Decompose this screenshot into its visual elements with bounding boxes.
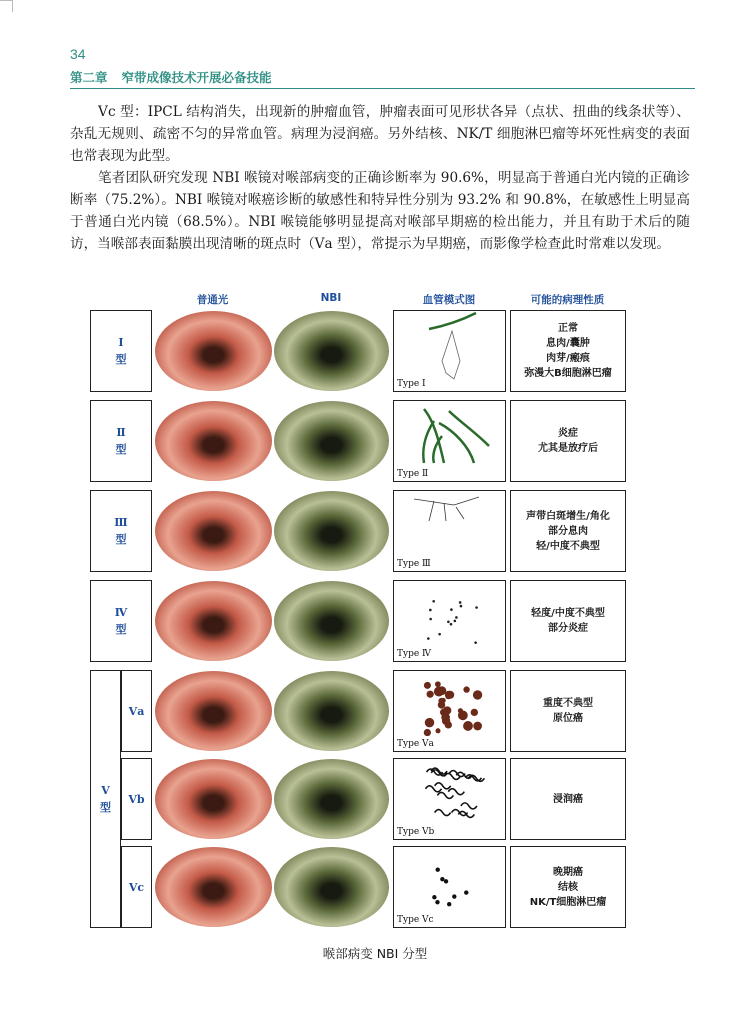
nbi-watermark: NBI bbox=[370, 403, 383, 411]
vessel-dot bbox=[475, 606, 478, 609]
pathology-text: 炎症 尤其是放疗后 bbox=[538, 428, 598, 454]
vessel-dot bbox=[432, 895, 436, 899]
type-label-vc: Ⅴc bbox=[121, 846, 152, 928]
diagram-type-label: Type Ⅲ bbox=[397, 559, 431, 569]
pathology-text: 重度不典型 原位癌 bbox=[543, 698, 593, 724]
vessel-dot bbox=[444, 879, 448, 883]
vessel-diagram bbox=[393, 490, 506, 572]
nbi-watermark: NBI bbox=[370, 313, 383, 321]
type-label-2: Ⅱ 型 bbox=[90, 400, 152, 482]
chapter-number: 第二章 bbox=[70, 70, 108, 85]
vessel-diagram bbox=[393, 400, 506, 482]
vessel-spot bbox=[424, 682, 431, 689]
pathology-cell bbox=[510, 758, 626, 840]
vessel-spot bbox=[425, 718, 434, 727]
type-label-3: Ⅲ 型 bbox=[90, 490, 152, 572]
vessel-diagram bbox=[393, 670, 506, 752]
vessel-spot bbox=[438, 698, 444, 704]
white-light-photo bbox=[155, 759, 272, 839]
vessel-dot bbox=[436, 868, 440, 872]
vessel-dot bbox=[427, 637, 430, 640]
vessel-branch bbox=[449, 411, 489, 446]
vessel-dot bbox=[474, 641, 477, 644]
tortuous-vessel bbox=[435, 783, 451, 789]
vessel-line bbox=[429, 501, 434, 521]
pathology-text: 晚期癌 结核 NK/T细胞淋巴瘤 bbox=[529, 866, 607, 908]
tortuous-vessel bbox=[448, 789, 464, 795]
header-rule bbox=[70, 88, 695, 89]
type-label-1: Ⅰ 型 bbox=[90, 310, 152, 392]
vessel-spot bbox=[445, 721, 452, 728]
vessel-spot bbox=[473, 722, 482, 731]
vessel-dot bbox=[452, 894, 456, 898]
tortuous-vessel bbox=[426, 786, 442, 792]
page-number: 34 bbox=[70, 46, 86, 62]
chapter-title: 窄带成像技术开展必备技能 bbox=[121, 70, 272, 85]
nbi-photo bbox=[274, 581, 389, 661]
vessel-dot bbox=[429, 609, 432, 612]
pathology-text: 轻度/中度不典型 部分炎症 bbox=[531, 608, 605, 634]
vessel-diagram bbox=[393, 580, 506, 662]
pathology-text: 正常 息肉/囊肿 肉芽/瘢痕 弥漫大B细胞淋巴瘤 bbox=[524, 323, 612, 379]
vessel-spot bbox=[463, 721, 473, 731]
vessel-line bbox=[444, 503, 446, 521]
vessel-spot bbox=[437, 686, 446, 695]
tortuous-vessel bbox=[435, 810, 451, 816]
header-pathology: 可能的病理性质 bbox=[530, 294, 605, 306]
white-light-photo bbox=[155, 581, 272, 661]
vessel-dot bbox=[435, 900, 439, 904]
vessel-dot bbox=[464, 890, 468, 894]
pathology-cell bbox=[510, 670, 626, 752]
diagram-type-label: Type Ⅱ bbox=[397, 469, 429, 479]
pathology-text: 声带白斑增生/角化 部分息肉 轻/中度不典型 bbox=[526, 510, 610, 552]
vessel-outline bbox=[442, 331, 460, 379]
diagram-type-label: Type Ⅴb bbox=[397, 827, 435, 837]
vessel-dot bbox=[429, 618, 432, 621]
diagram-type-label: Type Ⅰ bbox=[397, 379, 426, 389]
header-nbi: NBI bbox=[320, 292, 342, 304]
pathology-cell bbox=[510, 400, 626, 482]
nbi-photo bbox=[274, 847, 389, 927]
nbi-photo bbox=[274, 401, 389, 481]
vessel-line bbox=[456, 507, 464, 519]
pathology-cell bbox=[510, 846, 626, 928]
vessel-line bbox=[429, 313, 476, 329]
vessel-dot bbox=[460, 605, 463, 608]
nbi-watermark: NBI bbox=[370, 493, 383, 501]
vessel-dot bbox=[450, 623, 453, 626]
type-label-vb: Ⅴb bbox=[121, 758, 152, 840]
type-label-4: Ⅳ 型 bbox=[90, 580, 152, 662]
nbi-watermark: NBI bbox=[370, 583, 383, 591]
header-white-light: 普通光 bbox=[196, 294, 229, 306]
vessel-spot bbox=[435, 728, 440, 733]
header-vessel-pattern: 血管模式图 bbox=[422, 294, 476, 306]
paragraph-study-results: 笔者团队研究发现 NBI 喉镜对喉部病变的正确诊断率为 90.6%，明显高于普通白光内镜的正确诊断率（75.2%）。NBI 喉镜对喉癌诊断的敏感性和特异性分别为 93.2% 和 90.8%，在敏感性上明显高于普通白光内镜（68.5%）。NBI 喉镜能够明显提高对喉部早期癌的检出能力，并且有助于术后的随访，当喉部表面黏膜出现清晰的斑点时（Ⅴa 型），常提示为早期癌，而影像学检查此时常难以发现。 bbox=[70, 170, 690, 252]
diagram-type-label: Type Ⅳ bbox=[397, 649, 432, 659]
vessel-dot bbox=[440, 877, 444, 881]
white-light-photo bbox=[155, 491, 272, 571]
nbi-photo bbox=[274, 491, 389, 571]
tortuous-vessel bbox=[461, 803, 477, 809]
white-light-photo bbox=[155, 847, 272, 927]
vessel-dot bbox=[432, 600, 435, 603]
vessel-spot bbox=[445, 693, 451, 699]
diagram-type-label: Type Ⅴa bbox=[397, 739, 434, 749]
pathology-cell bbox=[510, 580, 626, 662]
vessel-line bbox=[454, 497, 479, 505]
tortuous-vessel bbox=[437, 792, 453, 798]
vessel-spot bbox=[471, 709, 478, 716]
white-light-photo bbox=[155, 401, 272, 481]
diagram-type-label: Type Ⅴc bbox=[397, 915, 434, 925]
vessel-dot bbox=[450, 608, 453, 611]
vessel-dot bbox=[447, 620, 450, 623]
nbi-photo bbox=[274, 759, 389, 839]
nbi-watermark: NBI bbox=[370, 849, 383, 857]
nbi-watermark: NBI bbox=[370, 673, 383, 681]
paragraph-vc-type: Ⅴc 型：IPCL 结构消失，出现新的肿瘤血管，肿瘤表面可见形状各异（点状、扭曲的线条状等）、杂乱无规则、疏密不匀的异常血管。病理为浸润癌。另外结核、NK/T 细胞淋巴瘤等坏死性病变的表面也常表现为此型。 bbox=[70, 104, 690, 164]
pathology-cell bbox=[510, 310, 626, 392]
vessel-spot bbox=[435, 681, 441, 687]
vessel-spot bbox=[440, 709, 447, 716]
vessel-diagram bbox=[393, 310, 506, 392]
nbi-photo bbox=[274, 671, 389, 751]
figure-caption: 喉部病变 NBI 分型 bbox=[322, 946, 428, 961]
pathology-cell bbox=[510, 490, 626, 572]
type-label-v: Ⅴ 型 bbox=[90, 670, 121, 928]
white-light-photo bbox=[155, 311, 272, 391]
vessel-spot bbox=[473, 690, 482, 699]
type-label-va: Ⅴa bbox=[121, 670, 152, 752]
vessel-spot bbox=[427, 691, 434, 698]
vessel-dot bbox=[455, 616, 458, 619]
vessel-spot bbox=[424, 729, 431, 736]
vessel-dot bbox=[454, 620, 457, 623]
vessel-diagram bbox=[393, 846, 506, 928]
vessel-spot bbox=[463, 686, 469, 692]
white-light-photo bbox=[155, 671, 272, 751]
nbi-watermark: NBI bbox=[370, 761, 383, 769]
vessel-dot bbox=[438, 633, 441, 636]
vessel-dot bbox=[459, 601, 462, 604]
vessel-spot bbox=[458, 708, 463, 713]
chapter-header bbox=[70, 68, 272, 86]
vessel-dot bbox=[447, 902, 451, 906]
pathology-text: 浸润癌 bbox=[553, 793, 583, 805]
vessel-diagram bbox=[393, 758, 506, 840]
nbi-photo bbox=[274, 311, 389, 391]
